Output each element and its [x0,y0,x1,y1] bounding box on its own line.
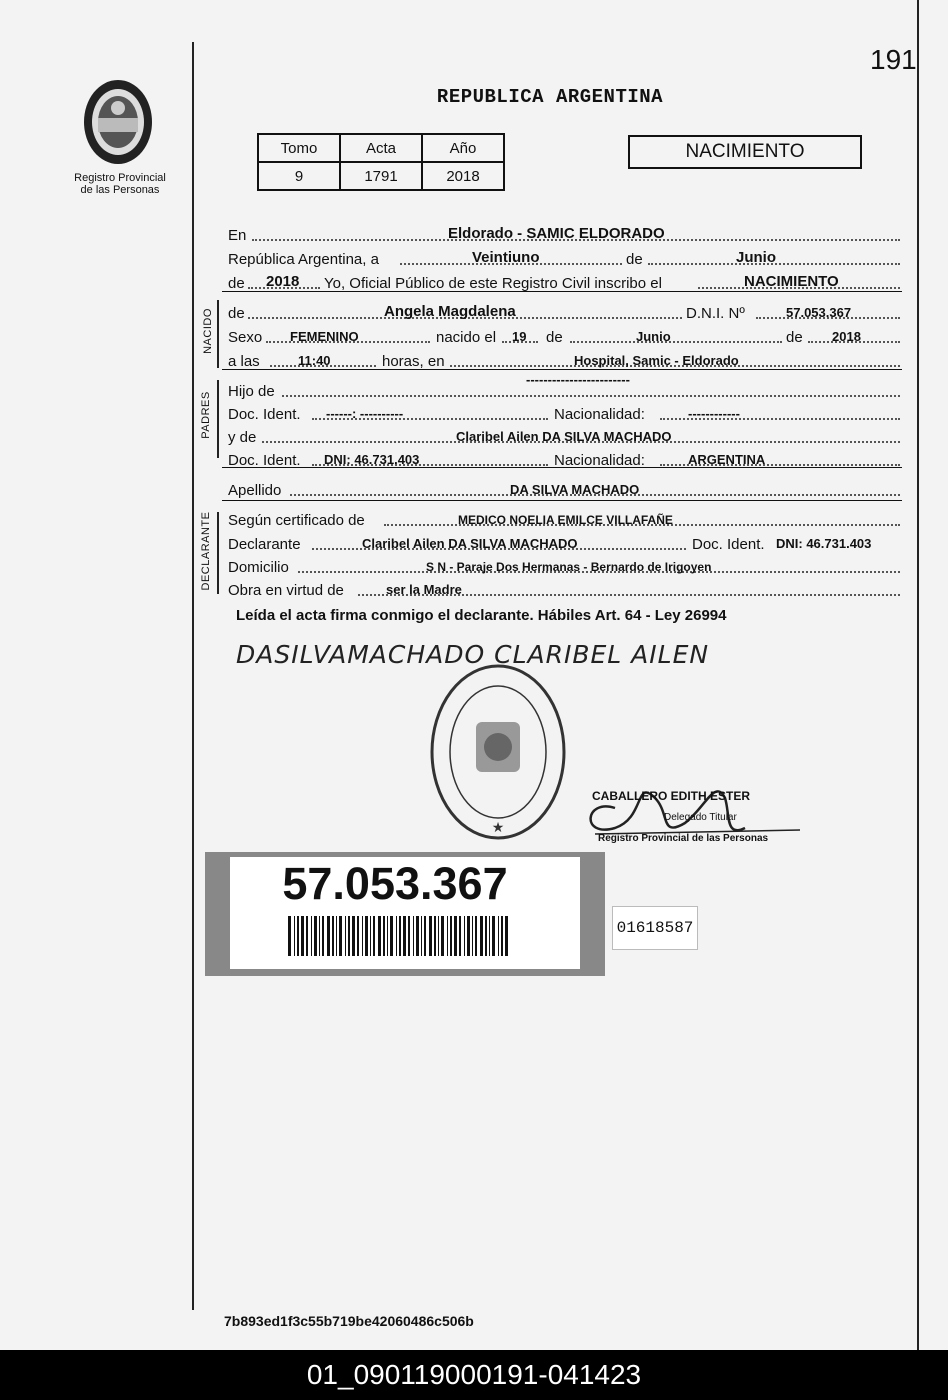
field-certificado: Según certificado de MEDICO NOELIA EMILCE VILLAFAÑE [228,509,900,529]
declarant-signature: DASILVAMACHADO CLARIBEL AILEN [236,640,710,669]
field-sexo: Sexo FEMENINO nacido el 19 de Junio de 2018 [228,326,900,346]
serial-number: 01618587 [612,906,698,950]
section-padres: PADRES [200,391,212,439]
value-ano: 2018 [422,162,504,190]
right-margin-line [917,0,919,1350]
svg-text:★: ★ [491,820,505,836]
value-acta: 1791 [340,162,422,190]
section-declarante: DECLARANTE [200,511,212,591]
closing-statement: Leída el acta firma conmigo el declarante. Hábiles Art. 64 - Ley 26994 [236,607,727,624]
act-type-box: NACIMIENTO [628,135,862,169]
official-seal-icon [428,662,568,842]
dni-number: 57.053.367 [282,858,508,909]
left-margin-line [192,42,194,1310]
field-nombre: de Angela Magdalena D.N.I. Nº 57.053.367 [228,302,900,322]
field-hora-lugar: a las 11:40 horas, en Hospital, Samic - Eldorado [228,350,900,370]
header-ano: Año [422,134,504,162]
field-fecha: República Argentina, a Veintiuno de Junio [228,248,900,268]
field-hijo-de: Hijo de ------------------------ [228,380,900,400]
province-emblem-icon [80,78,156,168]
document-hash: 7b893ed1f3c55b719be42060486c506b [224,1313,474,1329]
footer-id-bar: 01_090119000191-041423 [0,1350,948,1400]
header-tomo: Tomo [258,134,340,162]
field-doc-madre: Doc. Ident. DNI: 46.731.403 Nacionalidad: ARGENTINA [228,449,900,469]
page-number: 191 [870,44,917,75]
field-apellido: Apellido DA SILVA MACHADO [228,479,900,499]
tomo-acta-table [257,133,505,191]
registry-name: Registro Provincial de las Personas [74,172,166,196]
field-doc-padre: Doc. Ident. ------: ---------- Nacionalidad: ------------ [228,403,900,423]
barcode-icon [288,916,510,956]
field-madre: y de Claribel Ailen DA SILVA MACHADO [228,426,900,446]
header-acta: Acta [340,134,422,162]
section-nacido: NACIDO [202,308,214,354]
value-tomo: 9 [258,162,340,190]
field-domicilio: Domicilio S N - Paraje Dos Hermanas - Bernardo de Irigoyen [228,556,900,576]
document-title: REPUBLICA ARGENTINA [436,86,664,108]
official-role: Delegado Titular [664,812,737,823]
field-declarante: Declarante Claribel Ailen DA SILVA MACHADO Doc. Ident. DNI: 46.731.403 [228,536,872,553]
official-registry: Registro Provincial de las Personas [598,833,769,844]
field-obra: Obra en virtud de ser la Madre [228,579,900,599]
field-en: En Eldorado - SAMIC ELDORADO [228,224,900,244]
official-name: CABALLERO EDITH ESTER [592,789,751,803]
field-anio-inscripcion: de 2018 Yo, Oficial Público de este Registro Civil inscribo el NACIMIENTO [228,272,900,292]
